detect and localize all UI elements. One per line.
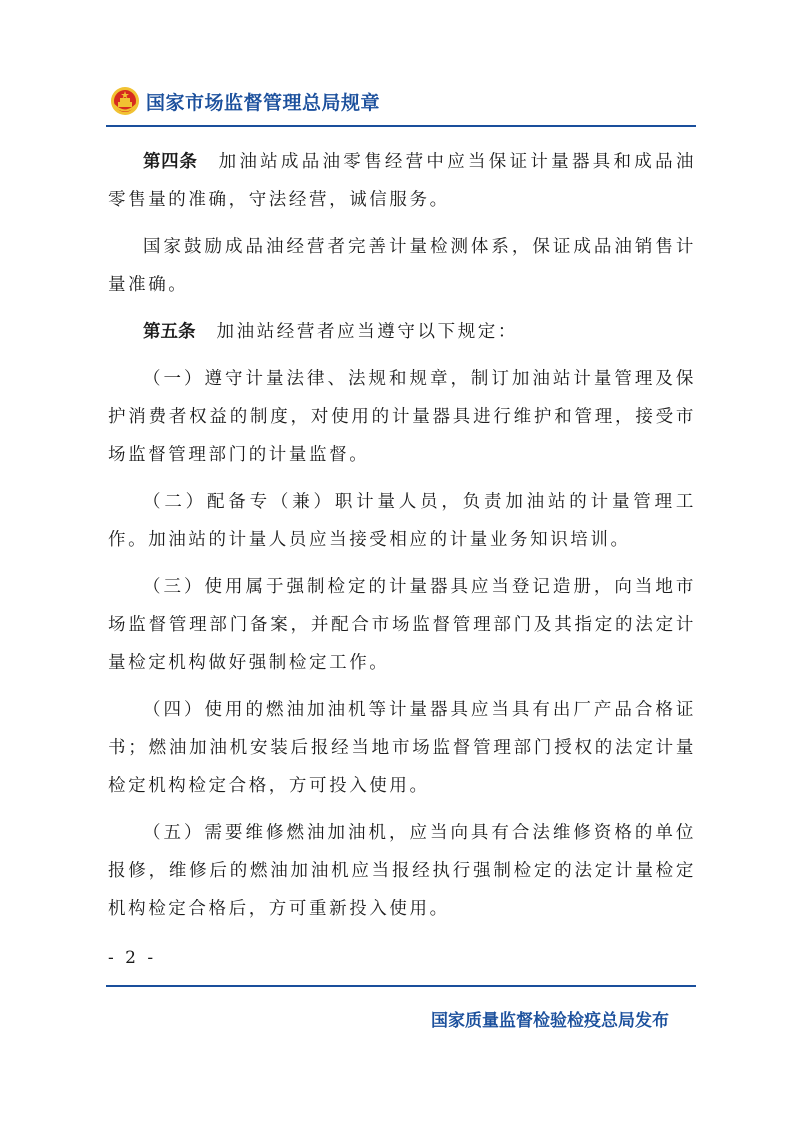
article-text: 加油站成品油零售经营中应当保证计量器具和成品油零售量的准确，守法经营，诚信服务。: [108, 152, 696, 210]
article-5-paragraph: [108, 313, 696, 351]
page-number: - 2 -: [108, 948, 157, 968]
list-item: （四）使用的燃油加油机等计量器具应当具有出厂产品合格证书；燃油加油机安装后报经当地市场监督管理部门授权的法定计量检定机构检定合格，方可投入使用。: [108, 700, 696, 796]
article-number: 第五条: [143, 322, 196, 342]
page-header: [110, 84, 380, 118]
footer-rule: [106, 985, 696, 987]
header-rule: [106, 125, 696, 127]
footer-publisher: 国家质量监督检验检疫总局发布: [431, 1011, 669, 1031]
list-item: （二）配备专（兼）职计量人员，负责加油站的计量管理工作。加油站的计量人员应当接受相应的计量业务知识培训。: [108, 492, 696, 550]
article-4-paragraph: [108, 143, 696, 219]
list-item: （一）遵守计量法律、法规和规章，制订加油站计量管理及保护消费者权益的制度，对使用的计量器具进行维护和管理，接受市场监督管理部门的计量监督。: [108, 369, 696, 465]
article-number: 第四条: [143, 152, 198, 172]
header-title: 国家市场监督管理总局规章: [146, 91, 381, 114]
paragraph: 国家鼓励成品油经营者完善计量检测体系，保证成品油销售计量准确。: [108, 237, 696, 295]
article-text: 加油站经营者应当遵守以下规定：: [216, 322, 518, 342]
list-item: （三）使用属于强制检定的计量器具应当登记造册，向当地市场监督管理部门备案，并配合市场监督管理部门及其指定的法定计量检定机构做好强制检定工作。: [108, 577, 696, 673]
national-emblem-icon: [110, 86, 140, 116]
document-body: [108, 143, 696, 937]
list-item: （五）需要维修燃油加油机，应当向具有合法维修资格的单位报修，维修后的燃油加油机应当报经执行强制检定的法定计量检定机构检定合格后，方可重新投入使用。: [108, 823, 696, 919]
